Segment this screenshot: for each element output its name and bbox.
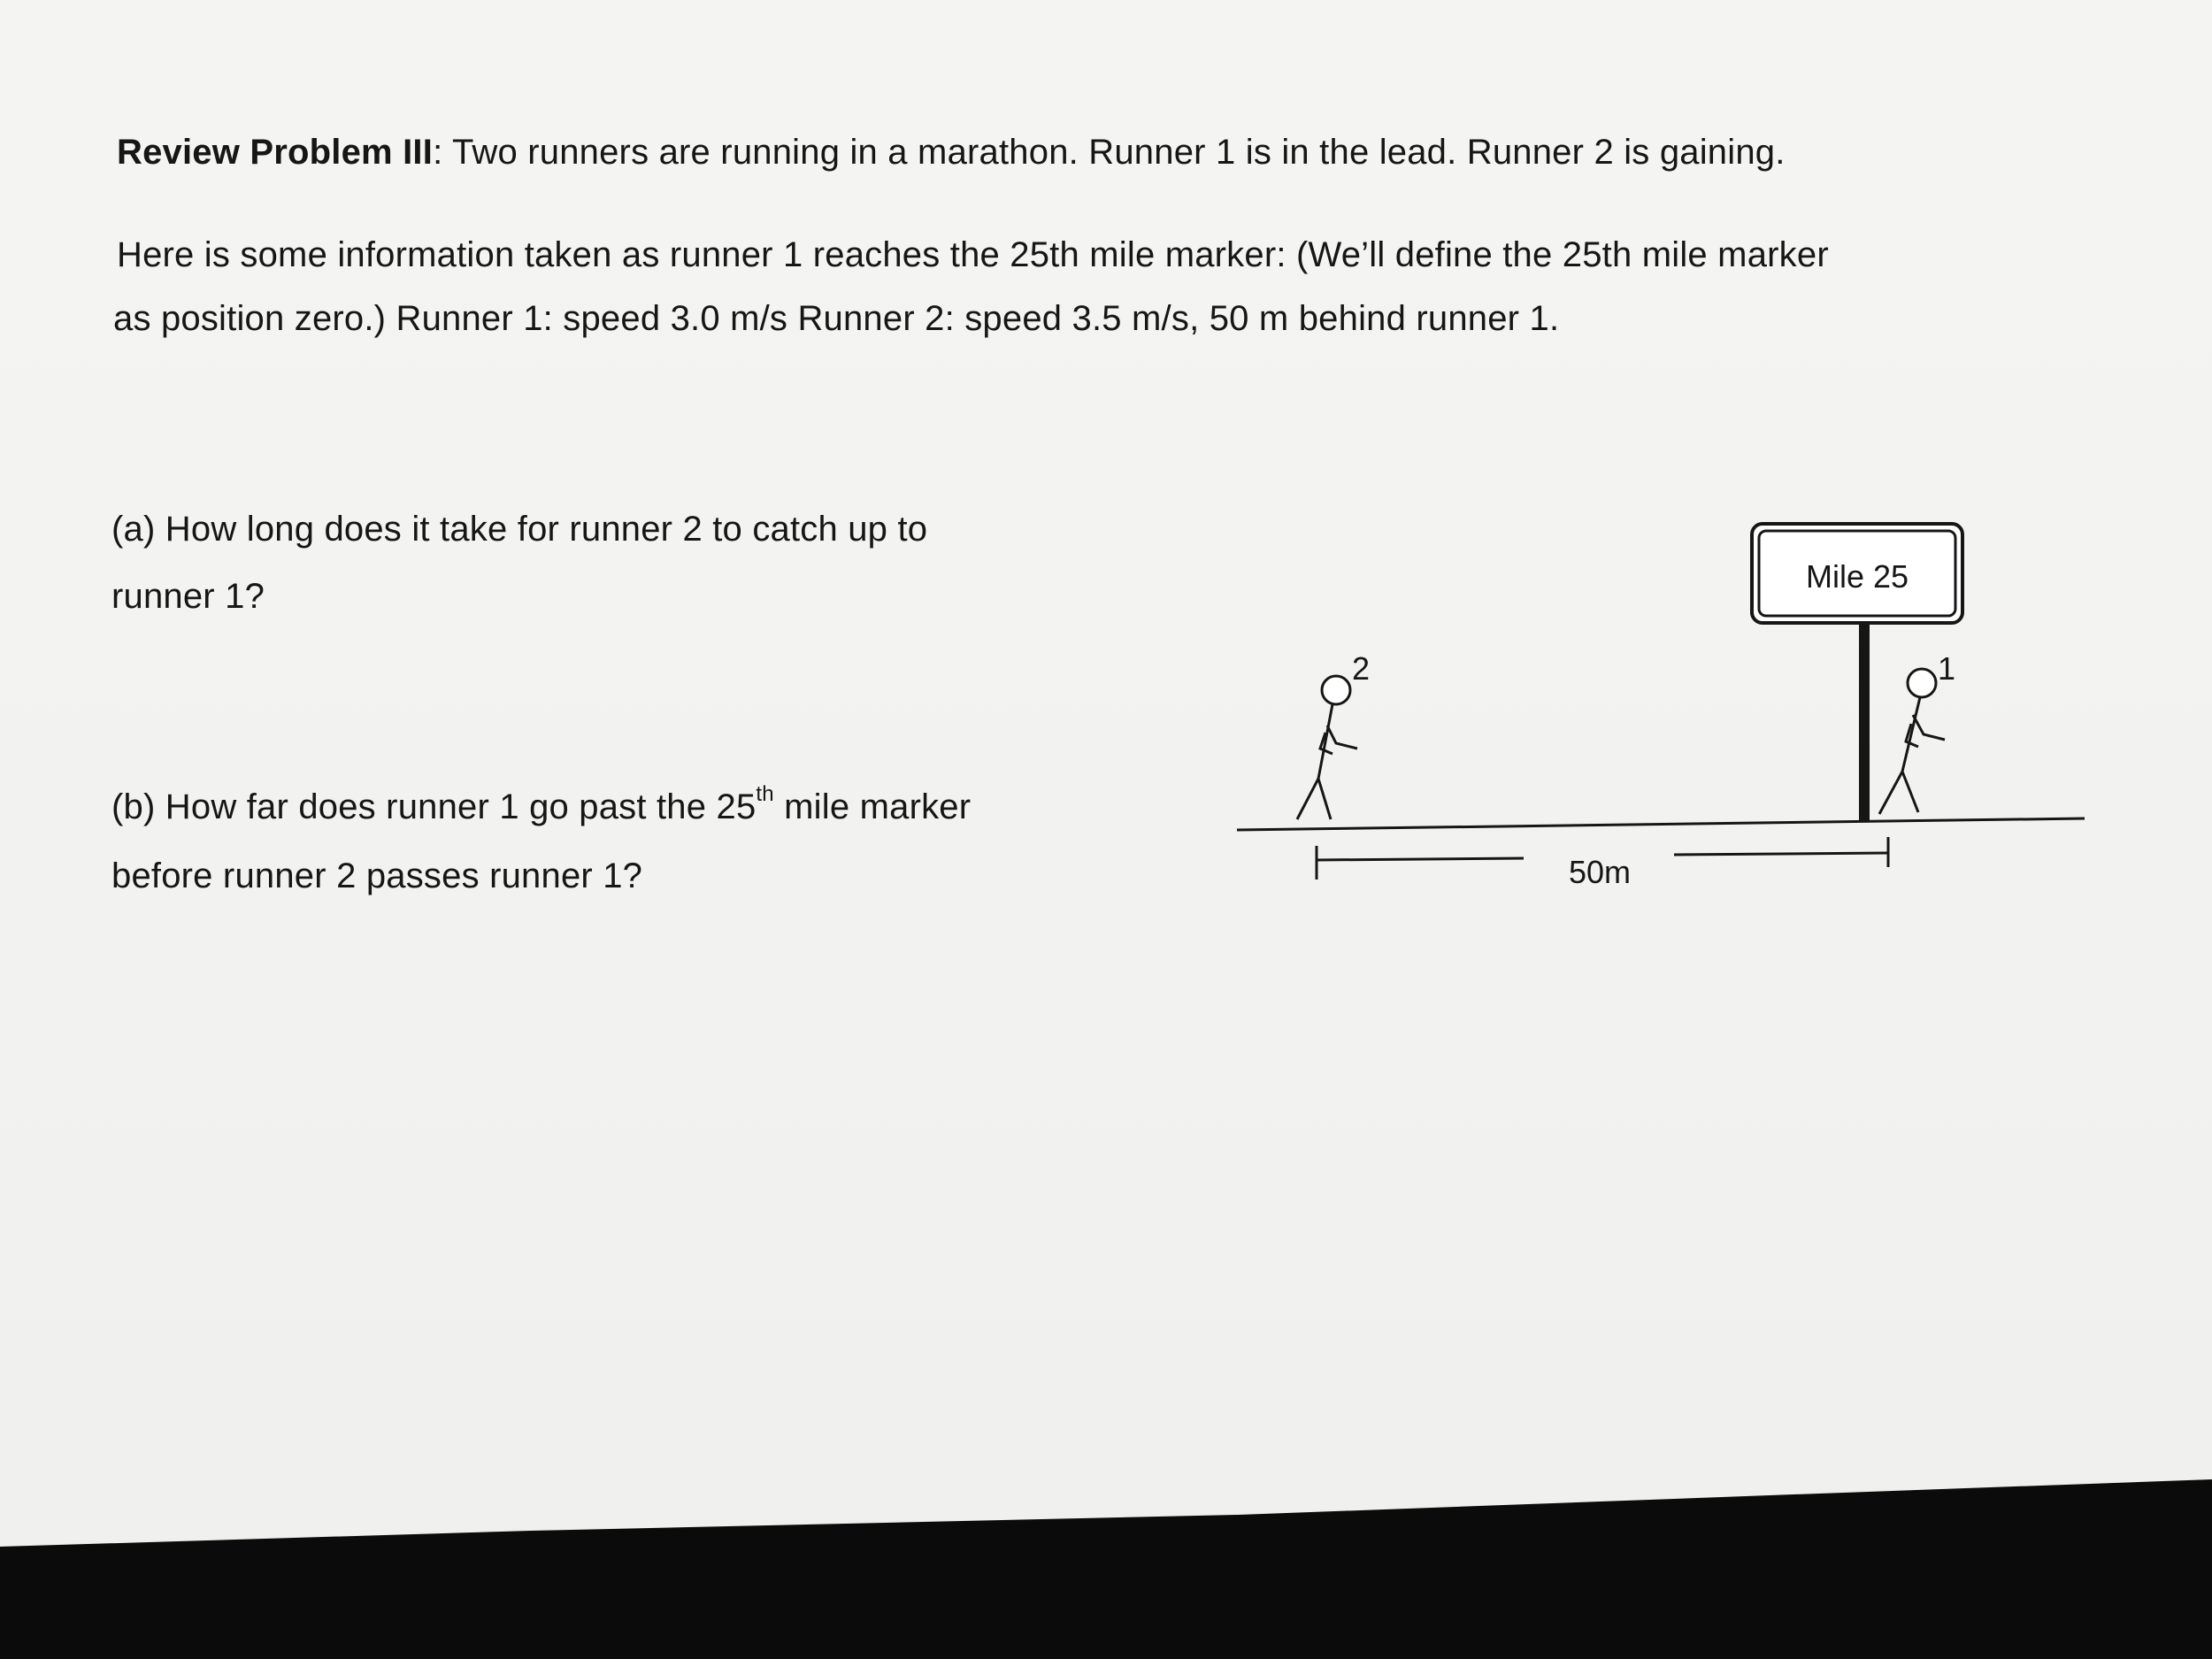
problem-title-bold: Review Problem III <box>117 133 434 172</box>
runner-2-label: 2 <box>1352 650 1371 687</box>
part-b-question-line-2: before runner 2 passes runner 1? <box>111 856 643 895</box>
part-b-text-post: mile marker <box>773 787 972 826</box>
distance-label: 50m <box>1568 854 1632 890</box>
part-a-question-line-2: runner 1? <box>111 577 265 616</box>
part-a-question-line-1: (a) How long does it take for runner 2 to catch up to <box>111 510 928 549</box>
sign-label: Mile 25 <box>1805 558 1909 595</box>
problem-title-text: : Two runners are running in a marathon. Runner 1 is in the lead. Runner 2 is gaining. <box>433 133 1786 172</box>
part-b-text-pre: (b) How far does runner 1 go past the 25 <box>111 787 757 826</box>
problem-info-line-2: as position zero.) Runner 1: speed 3.0 m/s Runner 2: speed 3.5 m/s, 50 m behind runner 1. <box>113 299 1560 338</box>
runner-1-label: 1 <box>1938 650 1956 687</box>
part-b-superscript: th <box>756 782 774 806</box>
problem-info-line-1: Here is some information taken as runner 1 reaches the 25th mile marker: (We’ll define the 25th mile marker <box>117 235 1829 274</box>
